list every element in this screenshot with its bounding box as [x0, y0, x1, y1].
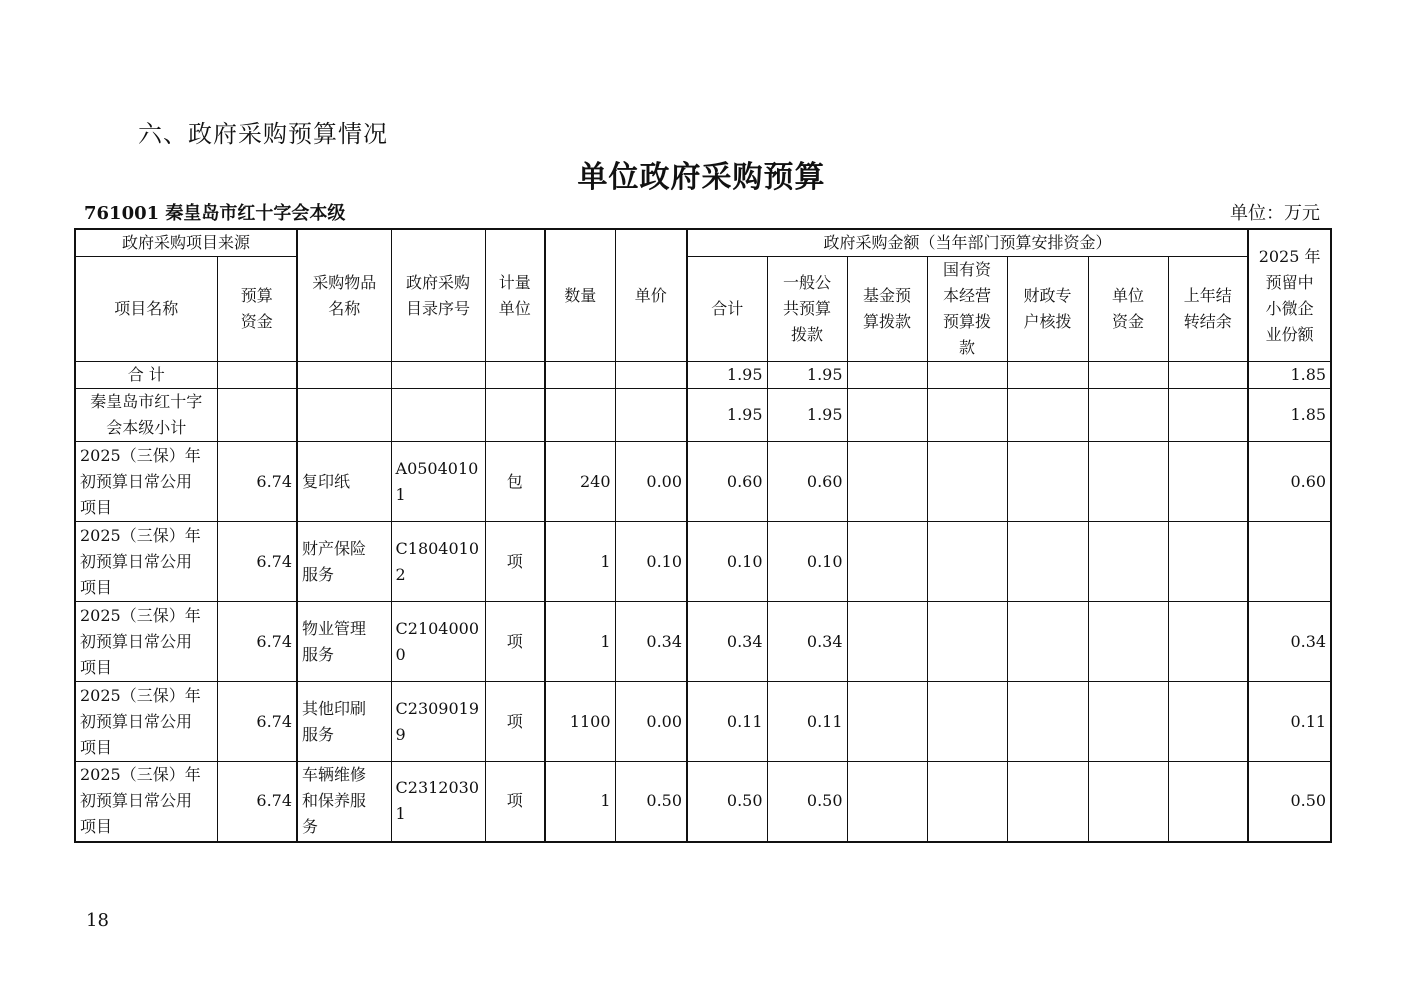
sme-reserve-cell [1248, 522, 1331, 602]
project-name-cell: 2025（三保）年 初预算日常公用 项目 [75, 522, 217, 602]
unit-cell: 包 [485, 442, 545, 522]
table-cell [847, 522, 927, 602]
table-cell [217, 389, 297, 442]
budget-funds-cell: 6.74 [217, 602, 297, 682]
general-public-cell: 0.50 [767, 762, 847, 842]
table-row [75, 682, 1331, 762]
table-cell [545, 389, 615, 442]
budget-funds-cell: 6.74 [217, 442, 297, 522]
table-cell [1007, 442, 1088, 522]
item-name-cell: 其他印刷 服务 [297, 682, 391, 762]
table-cell [1007, 682, 1088, 762]
general-public-cell: 0.60 [767, 442, 847, 522]
header-state-capital: 国有资 本经营 预算拨 款 [927, 257, 1007, 362]
catalog-no-cell: A0504010 1 [391, 442, 485, 522]
item-name-cell: 财产保险 服务 [297, 522, 391, 602]
project-name-cell: 2025（三保）年 初预算日常公用 项目 [75, 682, 217, 762]
header-unit-price: 单价 [615, 229, 687, 362]
project-name-cell: 2025（三保）年 初预算日常公用 项目 [75, 762, 217, 842]
table-cell [847, 442, 927, 522]
quantity-cell: 1 [545, 762, 615, 842]
subtotal-amount: 1.95 [687, 389, 767, 442]
table-cell [927, 762, 1007, 842]
table-cell [847, 362, 927, 389]
table-cell [485, 389, 545, 442]
table-cell [1168, 602, 1248, 682]
header-item-name: 采购物品 名称 [297, 229, 391, 362]
table-row [75, 522, 1331, 602]
item-name-cell: 车辆维修 和保养服 务 [297, 762, 391, 842]
unit-cell: 项 [485, 602, 545, 682]
sme-reserve-cell: 0.34 [1248, 602, 1331, 682]
catalog-no-cell: C1804010 2 [391, 522, 485, 602]
table-cell [927, 442, 1007, 522]
table-cell [1007, 602, 1088, 682]
catalog-no-cell: C2312030 1 [391, 762, 485, 842]
table-cell [1168, 762, 1248, 842]
sme-reserve-cell: 0.50 [1248, 762, 1331, 842]
budget-funds-cell: 6.74 [217, 762, 297, 842]
quantity-cell: 1 [545, 522, 615, 602]
header-catalog-no: 政府采购 目录序号 [391, 229, 485, 362]
table-cell [1168, 522, 1248, 602]
header-general-public: 一般公 共预算 拨款 [767, 257, 847, 362]
table-cell [1088, 602, 1168, 682]
table-cell [615, 362, 687, 389]
table-cell [545, 362, 615, 389]
amount-total-cell: 0.34 [687, 602, 767, 682]
header-unit-funds: 单位 资金 [1088, 257, 1168, 362]
project-name-cell: 2025（三保）年 初预算日常公用 项目 [75, 442, 217, 522]
header-unit: 计量 单位 [485, 229, 545, 362]
section-title: 六、政府采购预算情况 [138, 120, 388, 148]
amount-total-cell: 0.60 [687, 442, 767, 522]
budget-funds-cell: 6.74 [217, 522, 297, 602]
quantity-cell: 1100 [545, 682, 615, 762]
item-name-cell: 物业管理 服务 [297, 602, 391, 682]
table-cell [297, 362, 391, 389]
table-cell [485, 362, 545, 389]
table-cell [927, 362, 1007, 389]
table-cell [1088, 762, 1168, 842]
table-cell [1088, 442, 1168, 522]
table-cell [1007, 762, 1088, 842]
sme-reserve-cell: 0.60 [1248, 442, 1331, 522]
unit-cell: 项 [485, 522, 545, 602]
page-number: 18 [86, 910, 109, 931]
table-cell [1007, 362, 1088, 389]
quantity-cell: 1 [545, 602, 615, 682]
header-fund-budget: 基金预 算拨款 [847, 257, 927, 362]
table-cell [1168, 362, 1248, 389]
unit-label: 单位：万元 [1230, 203, 1320, 224]
subtotal-label: 秦皇岛市红十字 会本级小计 [75, 389, 217, 442]
unit-price-cell: 0.50 [615, 762, 687, 842]
unit-cell: 项 [485, 682, 545, 762]
table-cell [927, 522, 1007, 602]
table-cell [217, 362, 297, 389]
header-carryover: 上年结 转结余 [1168, 257, 1248, 362]
amount-total-cell: 0.11 [687, 682, 767, 762]
unit-price-cell: 0.00 [615, 682, 687, 762]
sme-reserve-cell: 0.11 [1248, 682, 1331, 762]
procurement-budget-table [74, 228, 1332, 843]
unit-name: 761001 秦皇岛市红十字会本级 [84, 203, 346, 224]
table-cell [847, 762, 927, 842]
catalog-no-cell: C2104000 0 [391, 602, 485, 682]
table-cell [391, 389, 485, 442]
total-sme-reserve: 1.85 [1248, 362, 1331, 389]
table-cell [1007, 522, 1088, 602]
unit-price-cell: 0.00 [615, 442, 687, 522]
table-cell [1088, 389, 1168, 442]
table-row [75, 762, 1331, 842]
header-amount-group: 政府采购金额（当年部门预算安排资金） [687, 229, 1248, 257]
table-cell [615, 389, 687, 442]
table-cell [847, 682, 927, 762]
catalog-no-cell: C2309019 9 [391, 682, 485, 762]
table-row [75, 602, 1331, 682]
header-project-name: 项目名称 [75, 257, 217, 362]
general-public-cell: 0.34 [767, 602, 847, 682]
table-cell [1168, 442, 1248, 522]
general-public-cell: 0.11 [767, 682, 847, 762]
unit-price-cell: 0.34 [615, 602, 687, 682]
total-general-public: 1.95 [767, 362, 847, 389]
unit-price-cell: 0.10 [615, 522, 687, 602]
subtotal-general-public: 1.95 [767, 389, 847, 442]
table-cell [847, 602, 927, 682]
table-cell [927, 602, 1007, 682]
subtotal-sme-reserve: 1.85 [1248, 389, 1331, 442]
header-sme-reserve: 2025 年 预留中 小微企 业份额 [1248, 229, 1331, 362]
unit-cell: 项 [485, 762, 545, 842]
general-public-cell: 0.10 [767, 522, 847, 602]
header-row-1 [75, 229, 1331, 257]
table-cell [1088, 362, 1168, 389]
project-name-cell: 2025（三保）年 初预算日常公用 项目 [75, 602, 217, 682]
header-quantity: 数量 [545, 229, 615, 362]
amount-total-cell: 0.10 [687, 522, 767, 602]
header-budget-funds: 预算 资金 [217, 257, 297, 362]
table-cell [297, 389, 391, 442]
table-cell [391, 362, 485, 389]
table-cell [1088, 682, 1168, 762]
table-row [75, 442, 1331, 522]
table-cell [1007, 389, 1088, 442]
amount-total-cell: 0.50 [687, 762, 767, 842]
total-amount: 1.95 [687, 362, 767, 389]
quantity-cell: 240 [545, 442, 615, 522]
table-cell [927, 389, 1007, 442]
table-cell [1168, 682, 1248, 762]
header-source-group: 政府采购项目来源 [75, 229, 297, 257]
table-cell [927, 682, 1007, 762]
header-fiscal-special: 财政专 户核拨 [1007, 257, 1088, 362]
table-cell [1168, 389, 1248, 442]
total-row [75, 362, 1331, 389]
header-row-2 [75, 257, 1331, 362]
budget-funds-cell: 6.74 [217, 682, 297, 762]
subtotal-row [75, 389, 1331, 442]
item-name-cell: 复印纸 [297, 442, 391, 522]
table-cell [847, 389, 927, 442]
header-total: 合计 [687, 257, 767, 362]
table-cell [1088, 522, 1168, 602]
page-title: 单位政府采购预算 [577, 160, 826, 195]
total-label: 合 计 [75, 362, 217, 389]
